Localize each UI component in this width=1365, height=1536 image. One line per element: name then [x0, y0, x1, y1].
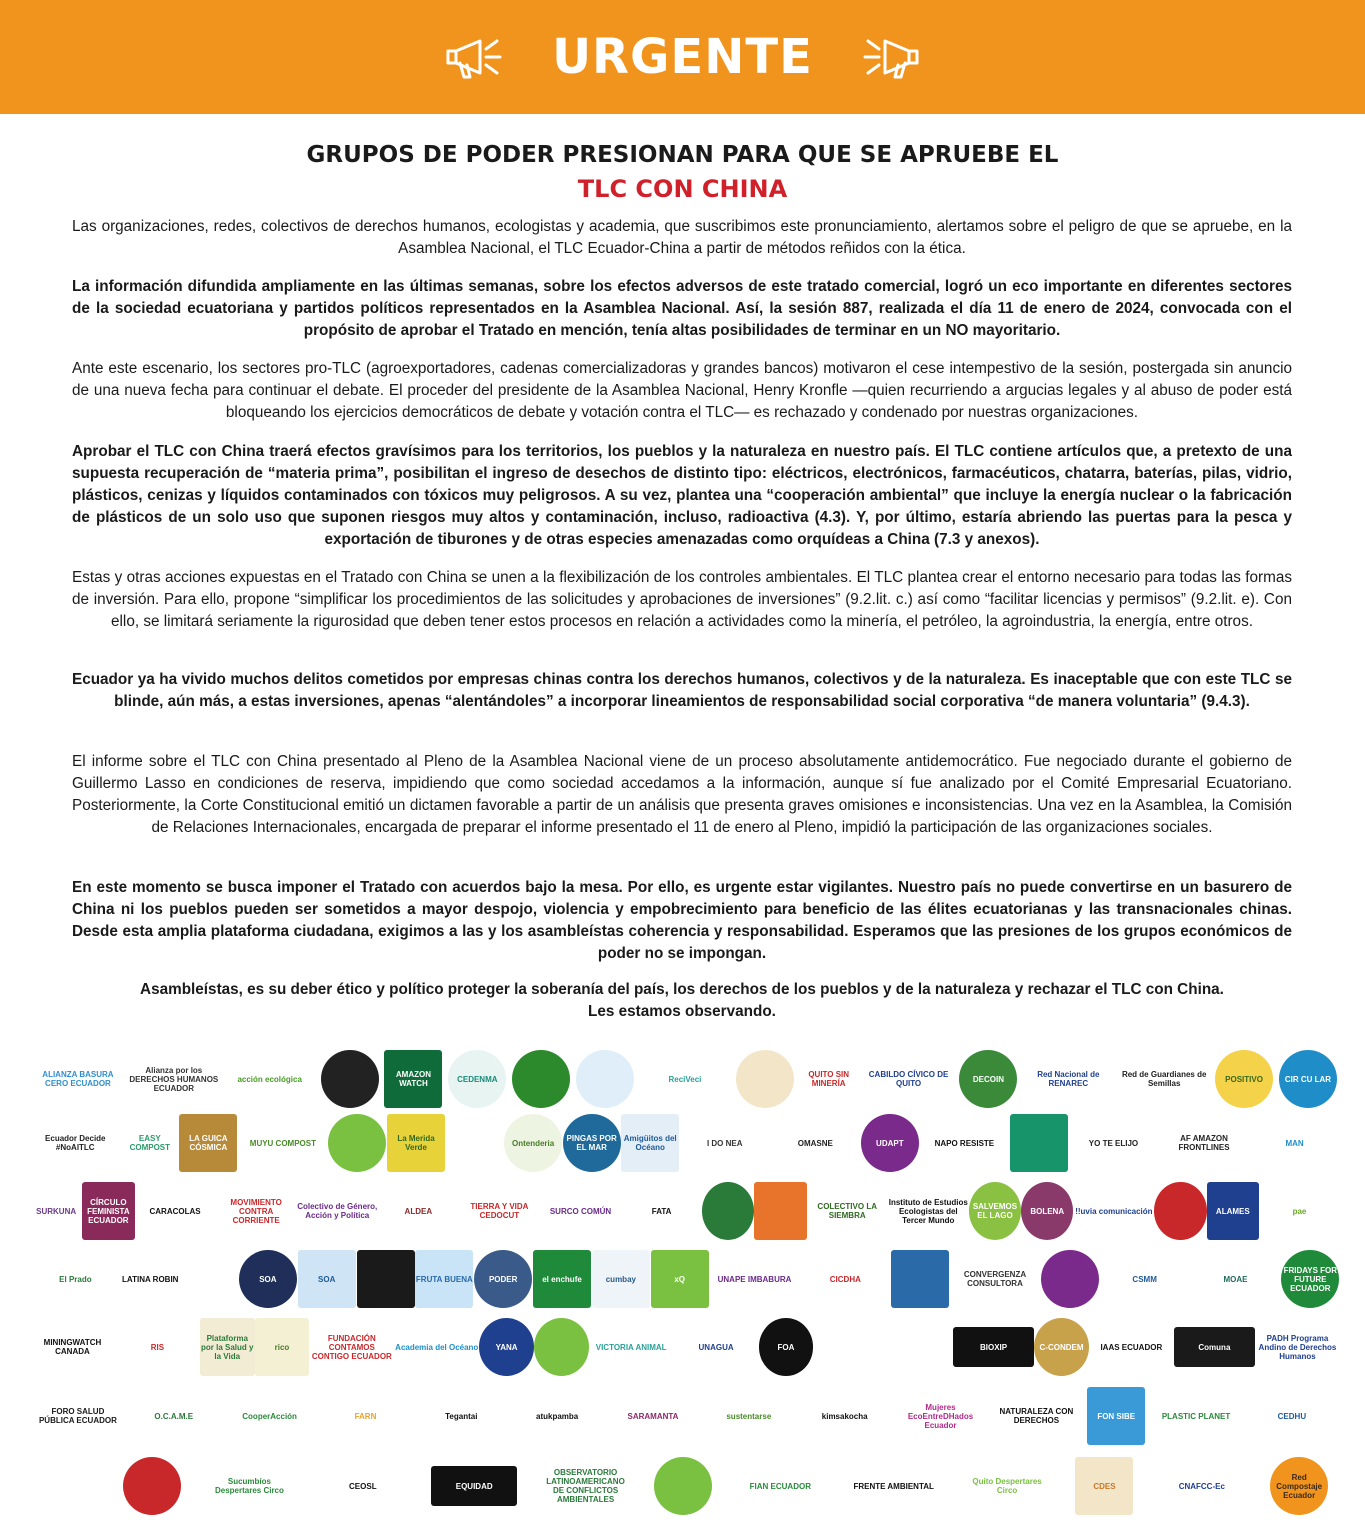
- paragraph-scenario: Ante este escenario, los sectores pro-TLC (agroexportadores, cadenas comercializadoras y grandes bancos) motivaron el cese intempestivo de la sesión, postergada sin anuncio de una nueva fecha para continuar el debate. El proceder del presidente de la Asamblea Nacional, Henry Kronfle —quien recurriendo a argucias legales y al abuso de poder está bloqueando los ejercicios democráticos de debate y votación contra el TLC— es rechazado y condenado por nuestras organizaciones.: [72, 360, 1292, 421]
- org-logo: C-CONDEM: [1034, 1318, 1089, 1376]
- org-logo: MININGWATCH CANADA: [43, 1338, 102, 1356]
- org-logo: !!uvia comunicación: [1075, 1206, 1153, 1216]
- org-logo: BOLENA: [1021, 1182, 1073, 1240]
- org-logo: Colectivo de Género, Acción y Política: [297, 1202, 378, 1220]
- org-logo: Quito Despertares Circo: [972, 1477, 1042, 1495]
- org-logo: SOA: [298, 1250, 356, 1308]
- org-logo: Ecuador Decide #NoAlTLC: [45, 1134, 106, 1152]
- org-logo: I DO NEA: [706, 1138, 743, 1148]
- org-logo: [654, 1457, 712, 1515]
- org-logo: Instituto de Estudios Ecologistas del Tercer Mundo: [888, 1197, 968, 1225]
- org-logo: [736, 1050, 794, 1108]
- org-logo: UNAGUA: [698, 1342, 734, 1352]
- org-logo: SURCO COMÚN: [549, 1206, 612, 1216]
- closing-statement: [72, 979, 1292, 1023]
- org-logo: rico: [255, 1318, 310, 1376]
- org-logo: [1010, 1114, 1068, 1172]
- org-logo: [328, 1114, 386, 1172]
- org-logo: sustentarse: [726, 1411, 772, 1421]
- org-logo: Mujeres EcoEntreDHados Ecuador: [907, 1402, 974, 1430]
- org-logo: CEDENMA: [448, 1050, 506, 1108]
- org-logo: CICDHA: [829, 1274, 861, 1284]
- org-logo: FORO SALUD PÚBLICA ECUADOR: [38, 1407, 117, 1425]
- org-logo: CÍRCULO FEMINISTA ECUADOR: [82, 1182, 134, 1240]
- logo-row: [30, 1385, 1340, 1447]
- org-logo: SARAMANTA: [627, 1411, 679, 1421]
- org-logo: [813, 1318, 868, 1376]
- org-logo: [1041, 1250, 1099, 1308]
- org-logo: xQ: [651, 1250, 709, 1308]
- logo-row: [30, 1248, 1340, 1310]
- org-logo: [891, 1250, 949, 1308]
- org-logo: OMASNE: [797, 1138, 833, 1148]
- org-logo: ReciVeci: [668, 1074, 702, 1084]
- org-logo: ALAMES: [1207, 1182, 1259, 1240]
- org-logo: El Prado: [59, 1274, 92, 1284]
- org-logo: CARACOLAS: [149, 1206, 201, 1216]
- org-logo: MOVIMIENTO CONTRA CORRIENTE: [230, 1197, 282, 1225]
- org-logo: el enchufe: [533, 1250, 591, 1308]
- org-logo: cumbay: [592, 1250, 650, 1308]
- org-logo: YO TE ELIJO: [1088, 1138, 1139, 1148]
- org-logo: TIERRA Y VIDA CEDOCUT: [470, 1202, 529, 1220]
- org-logo: EQUIDAD: [431, 1466, 517, 1506]
- headline-line2: TLC CON CHINA: [577, 175, 788, 203]
- org-logo: [702, 1182, 754, 1240]
- org-logo: AMAZON WATCH: [384, 1050, 442, 1108]
- org-logo: FRIDAYS FOR FUTURE ECUADOR: [1281, 1250, 1339, 1308]
- paragraph-flexibilization: Estas y otras acciones expuestas en el Tratado con China se unen a la flexibilización de los controles ambientales. El TLC plantea crear el entorno necesario para todas las formas de inversión. Para ello, propone “simplificar los procedimientos de las solicitudes y aprobaciones de inversiones” (9.2.lit. c.) así como “facilitar licencias y permisos” (9.2.lit. e). Con ello, se limitará seriamente la rigurosidad que deben tener estos procesos en relación a actividades como la minería, el petróleo, la agroindustria, la energía, entre otros.: [72, 569, 1292, 630]
- org-logo: IAAS ECUADOR: [1100, 1342, 1163, 1352]
- org-logo: [446, 1114, 504, 1172]
- org-logo: [1154, 1182, 1206, 1240]
- org-logo: LATINA ROBIN: [121, 1250, 179, 1308]
- org-logo: Sucumbíos Despertares Circo: [214, 1477, 284, 1495]
- logo-row: [30, 1048, 1340, 1110]
- paragraph-effects: Aprobar el TLC con China traerá efectos gravísimos para los territorios, los pueblos y la naturaleza en nuestro país. El TLC contiene artículos que, a pretexto de una supuesta recuperación de “materia prima”, posibilitan el ingreso de desechos de distinto tipo: eléctricos, electrónicos, farmacéuticos, chatarra, baterías, pilas, vidrio, plásticos, cenizas y líquidos contaminados con tóxicos muy peligrosos. A su vez, plantea una “cooperación ambiental” que incluye la energía nuclear o la fabricación de plásticos de un solo uso que suponen riesgos muy altos y contaminación, incluso, radioactiva (4.3). Y, por último, estaría abriendo las puertas para la pesca y exportación de tiburones y de otras especies amenazadas como orquídeas a China (7.3 y anexos).: [72, 443, 1292, 548]
- org-logo: Red Nacional de RENAREC: [1037, 1070, 1100, 1088]
- org-logo: [868, 1325, 953, 1369]
- org-logo: FRENTE AMBIENTAL: [853, 1481, 934, 1491]
- org-logo: [42, 1457, 100, 1515]
- megaphone-left-icon: [440, 29, 508, 85]
- org-logo: O.C.A.M.E: [154, 1411, 194, 1421]
- org-logo: MUYU COMPOST: [249, 1138, 317, 1148]
- org-logo: pae: [1292, 1206, 1307, 1216]
- org-logo: SALVEMOS EL LAGO: [969, 1182, 1021, 1240]
- org-logo: kimsakocha: [821, 1411, 868, 1421]
- org-logo: MAN: [1285, 1138, 1304, 1148]
- org-logo: Ontenderia: [504, 1114, 562, 1172]
- org-logo: ALIANZA BASURA CERO ECUADOR: [42, 1070, 114, 1088]
- org-logo: CSMM: [1132, 1274, 1157, 1284]
- org-logo: QUITO SIN MINERÍA: [800, 1050, 858, 1108]
- org-logo: UNAPE IMBABURA: [717, 1274, 792, 1284]
- paragraph-intro: Las organizaciones, redes, colectivos de derechos humanos, ecologistas y academia, que suscribimos este pronunciamiento, alertamos sobre el peligro de que se apruebe, en la Asamblea Nacional, el TLC Ecuador-China a partir de métodos reñidos con la ética.: [72, 218, 1292, 257]
- logo-row: [30, 1316, 1340, 1378]
- org-logo: MOAE: [1223, 1274, 1248, 1284]
- logo-row: [30, 1112, 1340, 1174]
- org-logo: DECOIN: [959, 1050, 1017, 1108]
- org-logo: FOA: [759, 1318, 814, 1376]
- org-logo: Academia del Océano: [395, 1342, 479, 1352]
- org-logo: NAPO RESISTE: [934, 1138, 995, 1148]
- org-logo: Red de Guardianes de Semillas: [1121, 1070, 1207, 1088]
- org-logo: ALDEA: [404, 1206, 433, 1216]
- org-logo: FARN: [354, 1411, 377, 1421]
- org-logo: UDAPT: [861, 1114, 919, 1172]
- signatory-logos: [30, 1040, 1340, 1530]
- org-logo: PLASTIC PLANET: [1161, 1411, 1231, 1421]
- org-logo: CooperAcción: [242, 1411, 297, 1421]
- org-logo: FATA: [651, 1206, 672, 1216]
- org-logo: LA GUICA CÓSMICA: [179, 1114, 237, 1172]
- logo-row: [30, 1455, 1340, 1517]
- org-logo: AF AMAZON FRONTLINES: [1178, 1134, 1230, 1152]
- org-logo: acción ecológica: [237, 1074, 302, 1084]
- org-logo: [534, 1318, 589, 1376]
- org-logo: SURKUNA: [30, 1182, 82, 1240]
- org-logo: Red Compostaje Ecuador: [1270, 1457, 1328, 1515]
- org-logo: PINGAS POR EL MAR: [563, 1114, 621, 1172]
- org-logo: FUNDACIÓN CONTAMOS CONTIGO ECUADOR: [311, 1333, 392, 1361]
- org-logo: POSITIVO: [1215, 1050, 1273, 1108]
- logo-row: [30, 1180, 1340, 1242]
- org-logo: PODER: [474, 1250, 532, 1308]
- org-logo: CDES: [1075, 1457, 1133, 1515]
- org-logo: Tegantai: [445, 1411, 478, 1421]
- org-logo: Amigüitos del Océano: [621, 1114, 679, 1172]
- headline-line1: GRUPOS DE PODER PRESIONAN PARA QUE SE APRUEBE EL: [306, 142, 1059, 168]
- closing-line1: Asambleístas, es su deber ético y político proteger la soberanía del país, los derechos de los pueblos y de la naturaleza y rechazar el TLC con China.: [140, 981, 1224, 998]
- org-logo: FIAN ECUADOR: [749, 1481, 811, 1491]
- paragraph-crimes: Ecuador ya ha vivido muchos delitos cometidos por empresas chinas contra los derechos humanos, colectivos y de la naturaleza. Es inaceptable que con este TLC se blinde, aún más, a estas inversiones, apenas “alentándoles” a incorporar lineamientos de responsabilidad social corporativa “de manera voluntaria” (9.4.3).: [72, 671, 1292, 710]
- org-logo: [754, 1182, 806, 1240]
- org-logo: BIOXIP: [953, 1327, 1034, 1367]
- banner-title: URGENTE: [552, 29, 813, 85]
- paragraph-vigilance: En este momento se busca imponer el Tratado con acuerdos bajo la mesa. Por ello, es urgente estar vigilantes. Nuestro país no puede convertirse en un basurero de China ni los pueblos pueden ser sometidos a mayor despojo, violencia y empobrecimiento para beneficio de las élites ecuatorianas y las transnacionales chinas. Desde esta amplia plataforma ciudadana, exigimos a las y los asambleístas coherencia y responsabilidad. Esperamos que las presiones de los grupos económicos de poder no se impongan.: [72, 879, 1292, 962]
- paragraph-report: El informe sobre el TLC con China presentado al Pleno de la Asamblea Nacional viene de un proceso absolutamente antidemocrático. Fue negociado durante el gobierno de Guillermo Lasso en condiciones de reserva, impidiendo que como sociedad accedamos a la información, aunque sí fue analizado por el Comité Empresarial Ecuatoriano. Posteriormente, la Corte Constitucional emitió un dictamen favorable a partir de un análisis que presenta graves omisiones e inconsistencias. Una vez en la Asamblea, la Comisión de Relaciones Internacionales, encargada de preparar el informe presentado el 11 de enero al Pleno, impidió la participación de las organizaciones sociales.: [72, 753, 1292, 836]
- org-logo: NATURALEZA CON DERECHOS: [999, 1407, 1074, 1425]
- closing-line2: Les estamos observando.: [588, 1003, 776, 1020]
- org-logo: FON SIBE: [1087, 1387, 1145, 1445]
- org-logo: La Merida Verde: [387, 1114, 445, 1172]
- megaphone-right-icon: [857, 29, 925, 85]
- org-logo: CABILDO CÍVICO DE QUITO: [868, 1070, 949, 1088]
- org-logo: CEOSL: [349, 1481, 377, 1491]
- org-logo: OBSERVATORIO LATINOAMERICANO DE CONFLICTOS AMBIENTALES: [546, 1468, 625, 1504]
- org-logo: [123, 1457, 181, 1515]
- org-logo: RIS: [150, 1342, 165, 1352]
- paragraph-session: La información difundida ampliamente en las últimas semanas, sobre los efectos adversos de este tratado comercial, logró un eco importante en diferentes sectores de la sociedad ecuatoriana y partidos políticos representados en la Asamblea Nacional. Así, la sesión 887, realizada el día 11 de enero de 2024, convocada con el propósito de aprobar el Tratado en mención, tenía altas posibilidades de terminar en un NO mayoritario.: [72, 278, 1292, 339]
- org-logo: PADH Programa Andino de Derechos Humanos: [1258, 1333, 1337, 1361]
- org-logo: COLECTIVO LA SIEMBRA: [817, 1202, 877, 1220]
- urgent-banner: [0, 0, 1365, 114]
- org-logo: [576, 1050, 634, 1108]
- org-logo: Alianza por los DERECHOS HUMANOS ECUADOR: [129, 1065, 219, 1093]
- org-logo: YANA: [479, 1318, 534, 1376]
- org-logo: CIR CU LAR: [1279, 1050, 1337, 1108]
- org-logo: [180, 1250, 238, 1308]
- org-logo: SOA: [239, 1250, 297, 1308]
- org-logo: VICTORIA ANIMAL: [595, 1342, 667, 1352]
- org-logo: [321, 1050, 379, 1108]
- org-logo: FRUTA BUENA: [415, 1250, 473, 1308]
- org-logo: Plataforma por la Salud y la Vida: [200, 1318, 255, 1376]
- org-logo: [357, 1250, 415, 1308]
- org-logo: CEDHU: [1277, 1411, 1307, 1421]
- org-logo: atukpamba: [536, 1411, 579, 1421]
- org-logo: [512, 1050, 570, 1108]
- org-logo: EASY COMPOST: [121, 1114, 179, 1172]
- org-logo: Comuna: [1174, 1327, 1255, 1367]
- org-logo: CONVERGENZA CONSULTORA: [963, 1270, 1027, 1288]
- org-logo: CNAFCC-Ec: [1178, 1481, 1225, 1491]
